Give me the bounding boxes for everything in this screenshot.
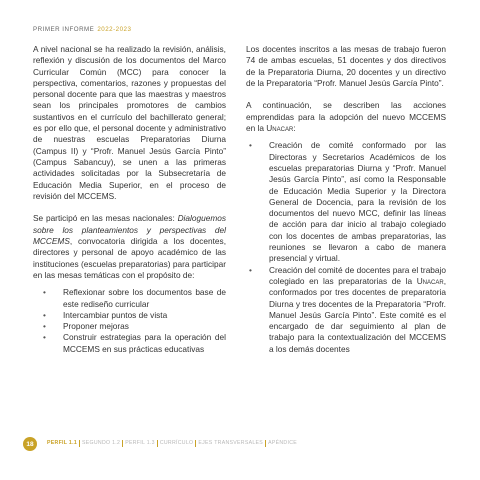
right-column <box>246 44 446 355</box>
section-nav <box>45 440 299 447</box>
actions-list <box>246 140 446 355</box>
nav-item-apendice[interactable]: APÉNDICE <box>268 440 297 446</box>
nav-item-ejes-transversales[interactable]: EJES TRANSVERSALES <box>196 440 266 447</box>
list-item: • Intercambiar puntos de vista <box>33 310 226 321</box>
page-footer <box>0 437 480 451</box>
event-title: Dialoguemos sobre los planteamientos y perspectivas del MCCEMS <box>33 213 226 247</box>
purpose-list <box>33 287 226 355</box>
list-item: • Proponer mejoras <box>33 321 226 332</box>
nav-item-perfil-1-1[interactable]: PERFIL 1.1 <box>45 440 80 447</box>
running-header <box>33 26 131 33</box>
institution-name: Unacar <box>266 123 294 134</box>
list-item: • Creación de comité conformado por las Directoras y Secretarios Académicos de los escuelas preparatorias Diurna y “Profr. Manuel Jesús García Pinto”, así como la Responsable de Educación Media Superior y la Directora General de Docencia, para la revisión de los documentos del nuevo MCC, definir las líneas de acción para dar inicio al trabajo colegiado con los docentes de ambas preparatorias, las reuniones se llevaron a cabo de manera presencial y virtual. <box>246 140 446 264</box>
report-years: 2022-2023 <box>97 26 132 33</box>
paragraph-national-review: A nivel nacional se ha realizado la revisión, análisis, reflexión y discusión de los documentos del Marco Curricular Común (MCC) para conocer la perspectiva, comentarios, razones y propuestas del personal docente para que las maestras y maestros sean los principales promotores de cambios sustantivos en el currículo del bachillerato general; es por ello que, el personal docente y administrativo de nuestras escuelas Preparatorias Diurna (Campus II) y “Profr. Manuel Jesús García Pinto” (Campus Sabancuy), se unen a las primeras actividades solicitadas por la Subsecretaría de Educación Media Superior, en el proceso de revisión del MCCEMS. <box>33 44 226 201</box>
list-item: • Reflexionar sobre los documentos base de este rediseño curricular <box>33 287 226 310</box>
report-title: PRIMER INFORME <box>33 26 95 33</box>
nav-item-segundo-1-2[interactable]: SEGUNDO 1.2 <box>80 440 123 447</box>
left-column <box>33 44 226 355</box>
paragraph-national-tables: Se participó en las mesas nacionales: Dialoguemos sobre los planteamientos y perspectivas del MCCEMS, convocatoria dirigida a los docentes, directores y personal de apoyo académico de las instituciones (escuelas preparatorias) para participar en las mesas temáticas con el propósito de: <box>33 213 226 280</box>
paragraph-actions-intro: A continuación, se describen las acciones emprendidas para la adopción del nuevo MCCEMS en la Unacar: <box>246 100 446 134</box>
page-number-badge: 18 <box>23 437 37 451</box>
paragraph-registered-teachers: Los docentes inscritos a las mesas de trabajo fueron 74 de ambas escuelas, 51 docentes y dos directivos de la Preparatoria Diurna, 20 docentes y un directivo de la Preparatoria “Profr. Manuel Jesús García Pinto”. <box>246 44 446 88</box>
list-item: • Creación del comité de docentes para el trabajo colegiado en las preparatorias de la Unacar, conformados por tres docentes de preparatoria Diurna y tres docentes de la Preparatoria “Profr. Manuel Jesús García Pinto”. Este comité es el encargado de dar seguimiento al plan de trabajo para la contextualización del MCCEMS a los demás docentes <box>246 265 446 355</box>
list-item: • Construir estrategias para la operación del MCCEMS en sus prácticas educativas <box>33 332 226 355</box>
nav-item-curriculo[interactable]: CURRÍCULO <box>158 440 197 447</box>
nav-item-perfil-1-3[interactable]: PERFIL 1.3 <box>123 440 158 447</box>
